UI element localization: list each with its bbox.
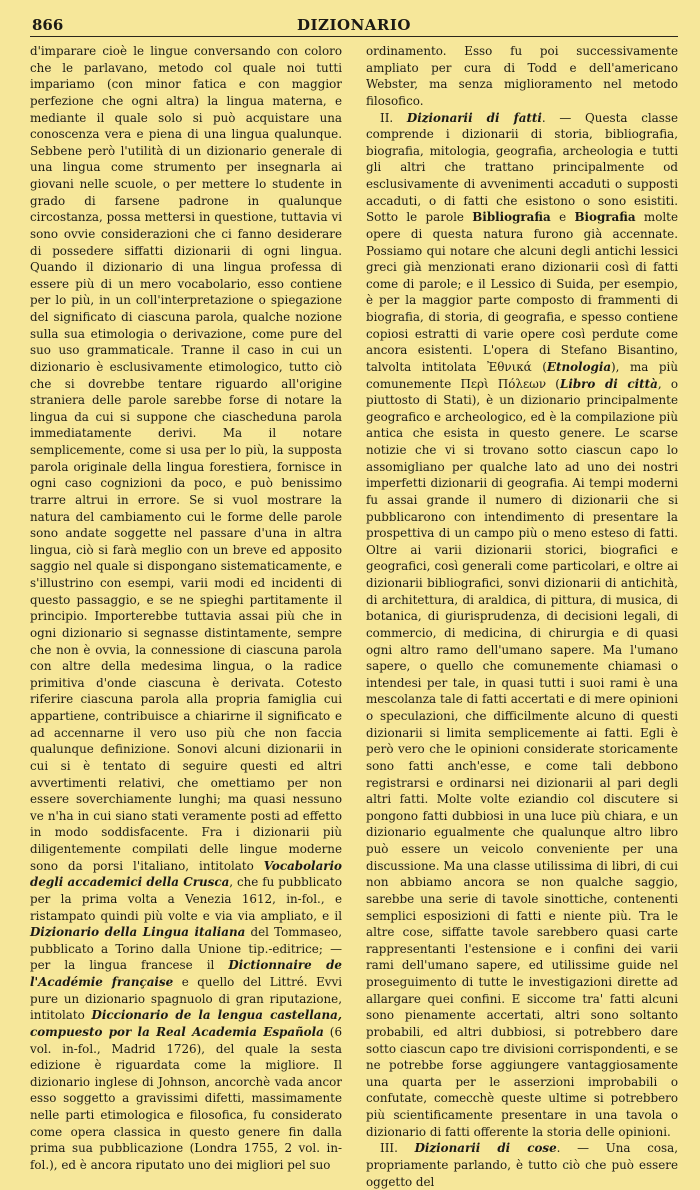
right-paragraph-continuation: [366, 43, 678, 110]
text-columns: [30, 43, 678, 1190]
text-run: II.: [380, 110, 407, 125]
text-run: III.: [380, 1141, 415, 1156]
text-run: (: [546, 376, 560, 391]
bold-term: Biografia: [574, 210, 636, 225]
text-run: e: [550, 210, 575, 225]
left-paragraph: [30, 43, 342, 1174]
left-column: [30, 43, 342, 1190]
text-run: del Tommaseo, pubblicato a Torino dalla Unione tip.-editrice; — per la lingua francese il: [30, 925, 342, 973]
text-run: ), ma più comunemente: [366, 359, 679, 391]
section-dizionarii-di-cose: [366, 1140, 678, 1190]
italic-term: Dictionnaire de l'Académie française: [30, 958, 342, 989]
text-run: Περὶ Πόλεων: [460, 376, 547, 391]
running-title: DIZIONARIO: [297, 16, 411, 34]
text-run: . — Questa classe comprende i dizionarii di storia, bibliografia, biografia, mitologia, geografia, archeologia e tutti gli altri che trattano principalmente od esclusivamente di avvenimenti accaduti o supposti accaduti, o di fatti che esistono o sono esistiti. Sotto le parole: [366, 110, 678, 225]
text-run: (6 vol. in-fol., Madrid 1726), del quale la sesta edizione è riguardata come la migliore. Il dizionario inglese di Johnson, ancorchè vada ancor esso soggetto a gravissimi difetti, massimamente nelle parti etimologica e filosofica, fu considerato come opera classica in questo genere fin dalla prima sua pubblicazione (Londra 1755, 2 vol. in-fol.), ed è ancora riputato uno dei migliori pel suo: [30, 1024, 343, 1172]
italic-term: Diccionario de la lengua castellana, compuesto por la Real Academia Española: [30, 1008, 342, 1039]
text-run: ordinamento. Esso fu poi successivamente ampliato per cura di Todd e dell'americano Webster, ma senza miglioramento nel metodo filosofico.: [366, 44, 678, 108]
italic-term: Dizionario della Lingua italiana: [30, 925, 246, 940]
italic-term: Dizionarii di cose: [414, 1141, 557, 1156]
text-run: d'imparare cioè le lingue conversando con coloro che le parlavano, metodo col quale noi tutti impariamo (con minor fatica e con maggior perfezione che ogni altra) la lingua materna, e mediante il quale solo si può acquistare una conoscenza vera e piena di una lingua qualunque. Sebbene però l'utilità di un dizionario generale di una lingua come strumento per insegnarla ai giovani nelle scuole, o per mettere lo studente in grado di farsene padrone in qualunque circostanza, possa mettersi in questione, tuttavia vi sono ovvie considerazioni che ci fanno desiderare di possedere siffatti dizionarii di ogni lingua. Quando il dizionario di una lingua professa di essere più di un mero vocabolario, esso contiene per lo più, in un coll'interpretazione o spiegazione del significato di ciascuna parola, qualche nozione sulla sua etimologia o derivazione, come pure del suo uso grammaticale. Tranne il caso in cui un dizionario è esclusivamente etimologico, tutto ciò che si dovrebbe tentare riguardo all'origine straniera delle parole sarebbe forse di notare la lingua da cui si suppone che ciascheduna parola immediatamente derivi. Ma il notare semplicemente, come si usa per lo più, la supposta parola originale della lingua forestiera, fornisce in ogni caso cognizioni da poco, e può benissimo trarre altrui in errore. Se si vuol mostrare la natura del cambiamento cui le forme delle parole sono andate soggette nel passare d'una in altra lingua, ciò si farà meglio con un breve ed apposito saggio nel quale si dispongano sistematicamente, e s'illustrino con esempi, varii modi ed incidenti di questo passaggio, e se ne spieghi partitamente il principio. Importerebbe tuttavia assai più che in ogni dizionario si segnasse distintamente, sempre che non è ovvia, la connessione di ciascuna parola con altre della medesima lingua, o la radice primitiva d'onde ciascuna è derivata. Cotesto riferire ciascuna parola alla propria famiglia cui appartiene, contribuisce a chiarirne il significato e ad accennarne il vero uso più che non faccia qualunque definizione. Sonovi alcuni dizionarii in cui si è tentato di seguire questi ed altri avvertimenti relativi, che omettiamo per non essere soverchiamente lunghi; ma quasi nessuno ve n'ha in cui siano stati veramente posti ad effetto in modo soddisfacente. Fra i dizionarii più diligentemente compilati delle lingue moderne sono da porsi l'italiano, intitolato: [30, 44, 342, 873]
italic-term: Libro di città: [559, 376, 658, 391]
italic-term: Vocabolario degli accademici della Crusca: [30, 858, 342, 890]
text-run: , o piuttosto di Stati), è un dizionario principalmente geografico e archeologico, ed è la compilazione più antica che esista in questo genere. Le scarse notizie che vi si trovano sotto ciascun capo lo assomigliano per qualche lato ad uno dei nostri imperfetti dizionarii di geografia. Ai tempi moderni fu assai grande il numero di dizionarii che si pubblicarono con intendimento di presentare la prospettiva di un campo più o meno esteso di fatti. Oltre ai varii dizionarii storici, biografici e geografici, così generali come particolari, e oltre ai dizionarii bibliografici, sonvi dizionarii di antichità, di architettura, di araldica, di pittura, di musica, di botanica, di giurisprudenza, di decisioni legali, di commercio, di medicina, di chirurgia e di quasi ogni altro ramo dell'umano sapere. Ma l'umano sapere, o quello che comunemente chiamasi o intendesi per tale, in quasi tutti i suoi rami è una mescolanza tale di fatti accertati e di mere opinioni o speculazioni, che difficilmente alcuno di questi dizionarii si limita semplicemente ai fatti. Egli è però vero che le opinioni considerate storicamente sono fatti anch'esse, e come tali debbono registrarsi e ordinarsi nei dizionarii al pari degli altri fatti. Molte volte eziandio col discutere si pongono fatti dubbiosi in una luce più chiara, e un dizionario egualmente che qualunque altro libro può essere un veicolo conveniente per una discussione. Ma una classe utilissima di libri, di cui non abbiamo ancora se non qualche saggio, sarebbe una serie di tavole sinottiche, contenenti semplici esposizioni di fatti e niente più. Tra le altre cose, siffatte tavole sarebbero quasi carte rappresentanti l'estensione e i confini dei varii rami dell'umano sapere, ed utilissime guide nel proseguimento di tutte le investigazioni dirette ad allargare quei confini. E siccome tra' fatti alcuni sono pienamente accertati, altri sono soltanto probabili, ed altri dubbiosi, si potrebbero dare sotto ciascun capo tre divisioni corrispondenti, e se ne potrebbe forse aggiungere vantaggiosamente una quarta per le asserzioni improbabili o confutate, comecchè queste ultime si potrebbero più scientificamente presentare in una tavola o dizionario di fatti offerente la storia delle opinioni.: [366, 376, 679, 1139]
text-run: . — Una cosa, propriamente parlando, è tutto ciò che può essere oggetto del: [366, 1141, 678, 1189]
italic-term: Dizionarii di fatti: [406, 110, 542, 125]
page-header: [30, 14, 678, 37]
text-run: e quello del Littré. Evvi pure un dizionario spagnuolo di gran riputazione, intitolato: [30, 975, 342, 1023]
bold-term: Bibliografia: [472, 210, 551, 225]
italic-term: Etnologia: [546, 359, 612, 374]
section-dizionarii-di-fatti: [366, 110, 678, 1141]
text-run: molte opere di questa natura furono già accennate. Possiamo qui notare che alcuni degli antichi lessici greci già menzionati erano dizionarii così di fatti come di parole; e il Lessico di Suida, per esempio, è per la maggior parte composto di frammenti di biografia, di storia, di geografia, e spesso contiene copiosi estratti di varie opere così perdute come ancora esistenti. L'opera di Stefano Bisantino, talvolta intitolata: [366, 210, 678, 374]
right-column: [366, 43, 678, 1190]
text-run: , che fu pubblicato per la prima volta a Venezia 1612, in-fol., e ristampato quindi più volte e via via ampliato, e il: [30, 875, 342, 923]
page-number: 866: [32, 16, 64, 34]
text-run: Ἐθνικά: [487, 359, 532, 374]
text-run: (: [531, 359, 547, 374]
